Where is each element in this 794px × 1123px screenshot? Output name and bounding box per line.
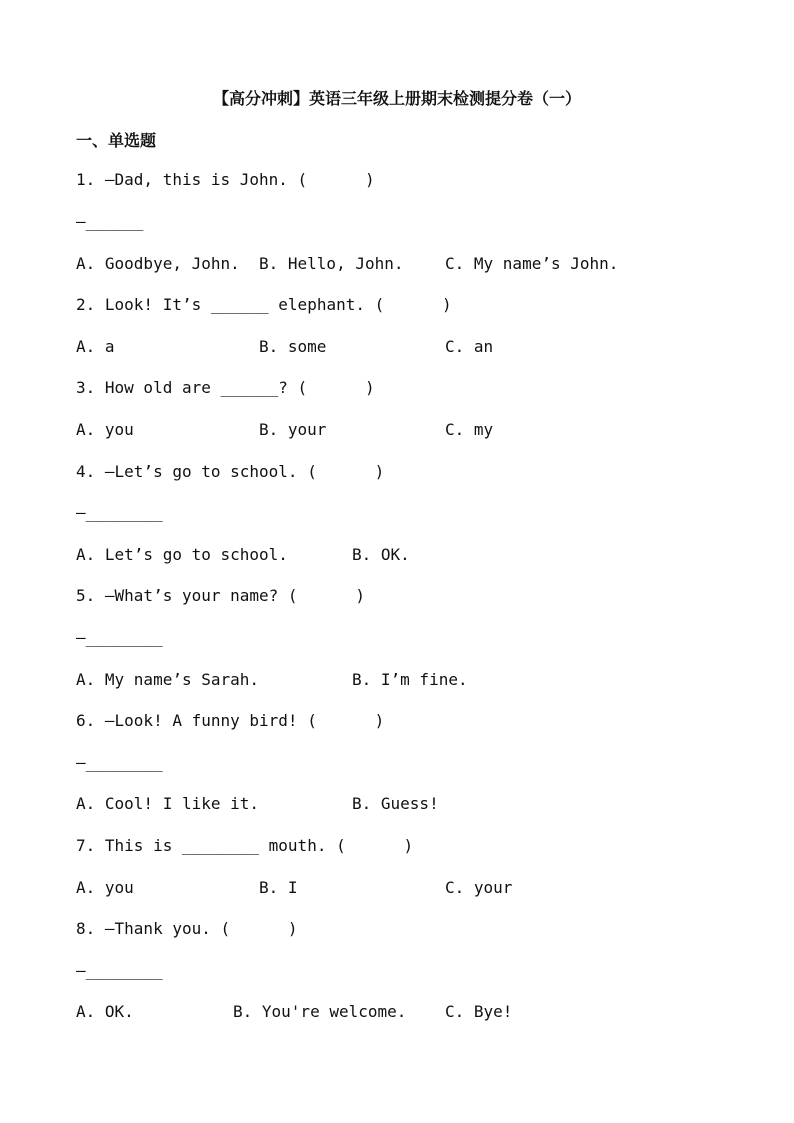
question-6-option-b: B. Guess! xyxy=(352,794,439,813)
question-7-stem: 7. This is ________ mouth. ( ) xyxy=(76,836,414,855)
page-title: 【高分冲刺】英语三年级上册期末检测提分卷（一） xyxy=(212,89,581,108)
question-2-option-b: B. some xyxy=(259,337,327,356)
question-6-stem: 6. —Look! A funny bird! ( ) xyxy=(76,711,385,730)
question-8-option-a: A. OK. xyxy=(76,1002,134,1021)
question-7-option-c: C. your xyxy=(445,878,513,897)
section-heading: 一、单选题 xyxy=(76,131,157,150)
question-3-option-b: B. your xyxy=(259,420,327,439)
question-8-option-b: B. You're welcome. xyxy=(233,1002,407,1021)
question-2-option-a: A. a xyxy=(76,337,115,356)
question-8-option-c: C. Bye! xyxy=(445,1002,513,1021)
question-1-option-a: A. Goodbye, John. xyxy=(76,254,240,273)
question-2-option-c: C. an xyxy=(445,337,494,356)
question-1-stem: 1. —Dad, this is John. ( ) xyxy=(76,170,375,189)
question-6-answer-blank: —________ xyxy=(76,753,163,772)
question-7-option-b: B. I xyxy=(259,878,298,897)
question-4-stem: 4. —Let’s go to school. ( ) xyxy=(76,462,385,481)
question-6-option-a: A. Cool! I like it. xyxy=(76,794,260,813)
question-4-answer-blank: —________ xyxy=(76,503,163,522)
question-2-stem: 2. Look! It’s ______ elephant. ( ) xyxy=(76,295,452,314)
question-1-option-c: C. My name’s John. xyxy=(445,254,619,273)
question-1-answer-blank: —______ xyxy=(76,212,144,231)
question-1-option-b: B. Hello, John. xyxy=(259,254,404,273)
question-3-stem: 3. How old are ______? ( ) xyxy=(76,378,375,397)
question-5-stem: 5. —What’s your name? ( ) xyxy=(76,586,365,605)
question-8-answer-blank: —________ xyxy=(76,961,163,980)
question-4-option-b: B. OK. xyxy=(352,545,410,564)
question-4-option-a: A. Let’s go to school. xyxy=(76,545,288,564)
question-3-option-c: C. my xyxy=(445,420,494,439)
question-7-option-a: A. you xyxy=(76,878,134,897)
question-5-option-a: A. My name’s Sarah. xyxy=(76,670,260,689)
question-5-answer-blank: —________ xyxy=(76,628,163,647)
question-5-option-b: B. I’m fine. xyxy=(352,670,468,689)
question-8-stem: 8. —Thank you. ( ) xyxy=(76,919,298,938)
question-3-option-a: A. you xyxy=(76,420,134,439)
